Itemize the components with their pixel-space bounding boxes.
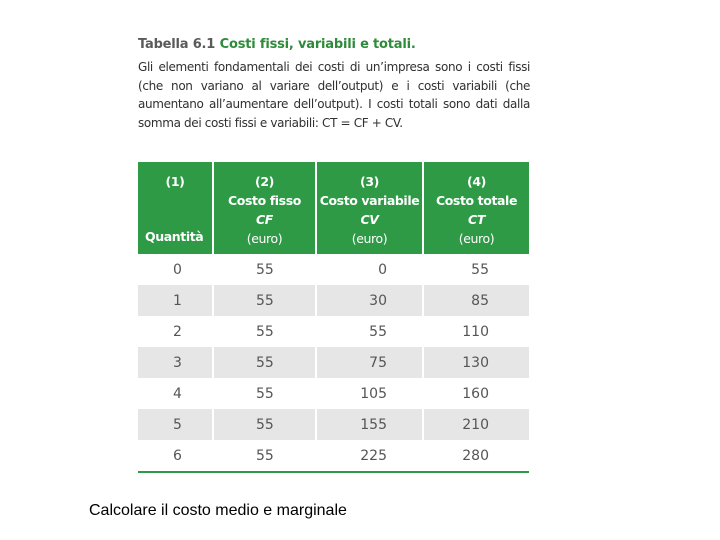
header-name: Costo variabile	[319, 193, 420, 208]
header-symbol: CF	[256, 212, 273, 227]
cell-variable-cost: 30	[316, 285, 423, 316]
cell-variable-cost: 155	[316, 409, 423, 440]
header-number: (3)	[360, 174, 379, 189]
header-unit: (euro)	[351, 231, 388, 246]
caption-title	[138, 34, 530, 56]
table-bottom-rule	[138, 471, 529, 473]
cell-quantity: 3	[138, 347, 213, 378]
caption-label: Tabella 6.1	[138, 37, 216, 52]
cell-variable-cost: 0	[316, 254, 423, 285]
cell-fixed-cost: 55	[213, 440, 316, 471]
cell-quantity: 6	[138, 440, 213, 471]
caption-description: Gli elementi fondamentali dei costi di un’impresa sono i costi fissi (che non variano al variare dell’output) e i costi variabili (che aumentano all’aumentare dell’output). I costi totali sono dati dalla somma dei costi fissi e variabili: CT = CF + CV.	[138, 60, 530, 130]
header-fixed-cost	[213, 162, 316, 254]
cell-fixed-cost: 55	[213, 316, 316, 347]
table-row	[138, 316, 529, 347]
cell-total-cost: 210	[423, 409, 529, 440]
cell-variable-cost: 105	[316, 378, 423, 409]
exercise-prompt: Calcolare il costo medio e marginale	[89, 502, 347, 519]
table-row	[138, 347, 529, 378]
header-name: Quantità	[145, 229, 204, 244]
cell-total-cost: 130	[423, 347, 529, 378]
cell-total-cost: 85	[423, 285, 529, 316]
header-quantity	[138, 162, 213, 254]
table-row	[138, 409, 529, 440]
cell-quantity: 1	[138, 285, 213, 316]
header-variable-cost	[316, 162, 423, 254]
cell-variable-cost: 75	[316, 347, 423, 378]
table-body	[138, 254, 529, 471]
cell-fixed-cost: 55	[213, 285, 316, 316]
cell-fixed-cost: 55	[213, 378, 316, 409]
cell-total-cost: 160	[423, 378, 529, 409]
table-header	[138, 162, 529, 254]
table-caption	[138, 34, 530, 132]
header-name: Costo totale	[435, 193, 518, 208]
cell-variable-cost: 225	[316, 440, 423, 471]
cell-fixed-cost: 55	[213, 347, 316, 378]
table-row	[138, 378, 529, 409]
cell-variable-cost: 55	[316, 316, 423, 347]
cell-fixed-cost: 55	[213, 409, 316, 440]
cell-quantity: 4	[138, 378, 213, 409]
cell-total-cost: 55	[423, 254, 529, 285]
header-number: (2)	[255, 174, 274, 189]
header-symbol: CT	[468, 212, 485, 227]
table-row	[138, 285, 529, 316]
table-row	[138, 440, 529, 471]
cost-table	[138, 162, 529, 471]
header-unit: (euro)	[458, 231, 495, 246]
header-symbol: CV	[360, 212, 379, 227]
table-row	[138, 254, 529, 285]
cell-quantity: 5	[138, 409, 213, 440]
header-number: (4)	[467, 174, 486, 189]
cell-fixed-cost: 55	[213, 254, 316, 285]
cell-quantity: 2	[138, 316, 213, 347]
header-unit: (euro)	[246, 231, 283, 246]
cell-quantity: 0	[138, 254, 213, 285]
header-total-cost	[423, 162, 529, 254]
header-name: Costo fisso	[228, 193, 301, 208]
cost-table-container	[138, 162, 529, 473]
header-number: (1)	[165, 174, 185, 189]
cell-total-cost: 280	[423, 440, 529, 471]
cell-total-cost: 110	[423, 316, 529, 347]
caption-heading: Costi fissi, variabili e totali.	[219, 37, 416, 52]
header-row	[138, 162, 529, 254]
